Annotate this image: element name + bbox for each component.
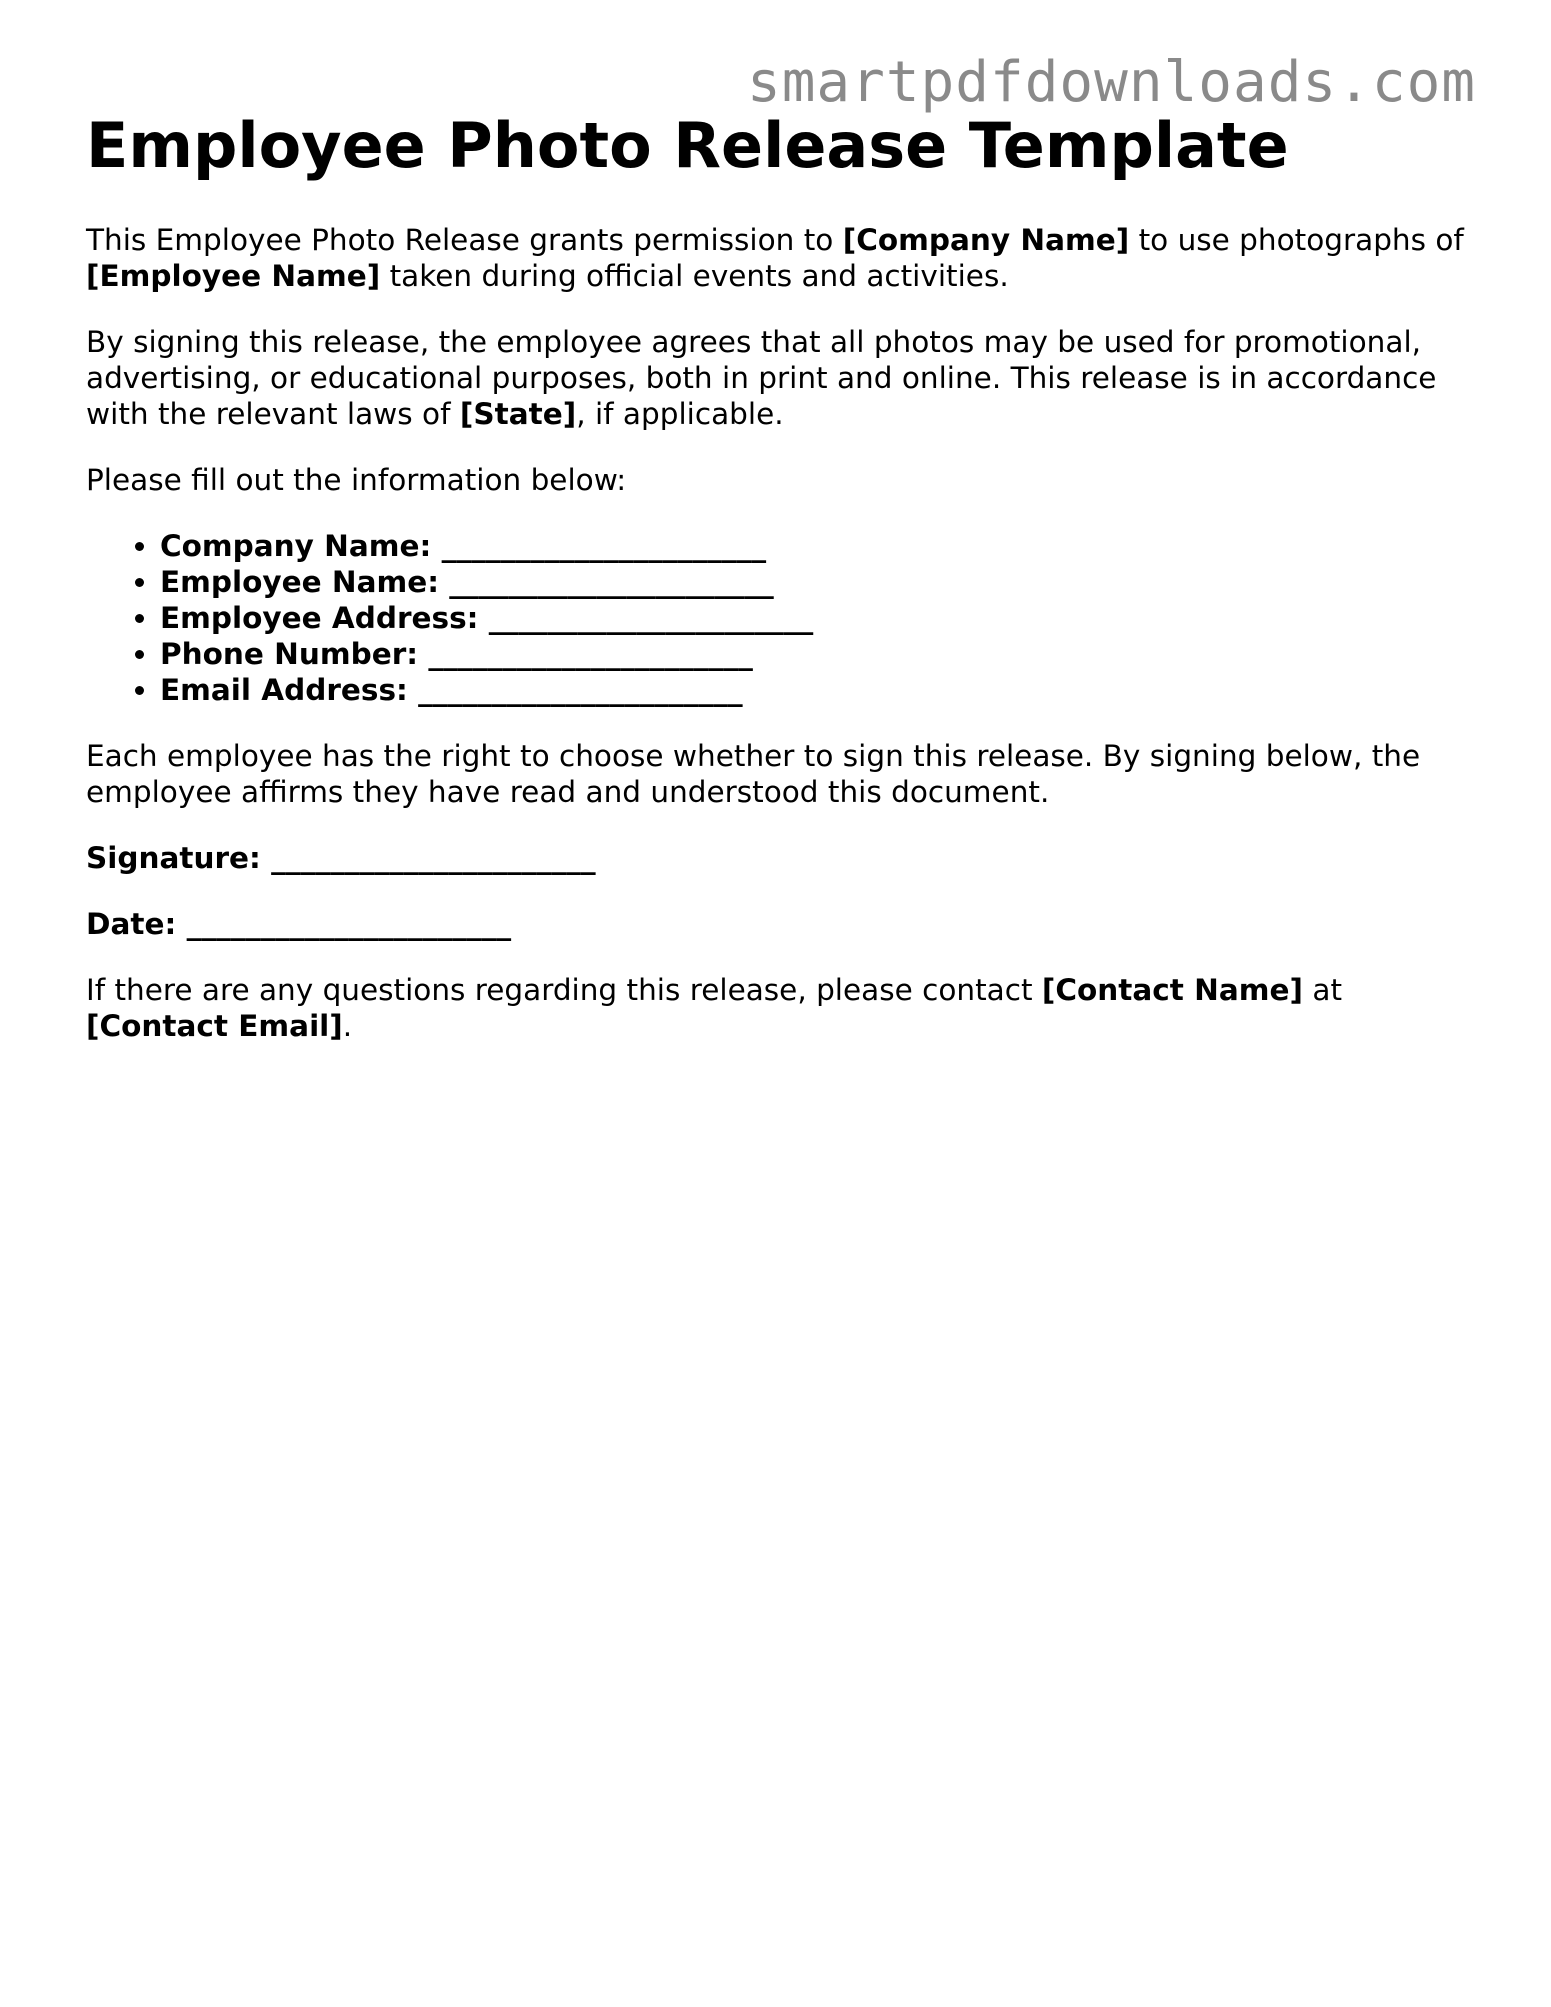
contact-text-3: . (342, 1009, 353, 1043)
document-body (86, 108, 1476, 1044)
intro-text-2: to use photographs of (1129, 223, 1464, 257)
field-employee-name: • Employee Name: ______________________ (160, 564, 1476, 600)
contact-paragraph (86, 972, 1476, 1044)
contact-name-placeholder: [Contact Name] (1041, 973, 1303, 1007)
field-company-name: • Company Name: ______________________ (160, 528, 1476, 564)
intro-text-1: This Employee Photo Release grants permission to (86, 223, 843, 257)
field-email-address: • Email Address: ______________________ (160, 672, 1476, 708)
agreement-paragraph (86, 324, 1476, 432)
contact-text-2: at (1302, 973, 1343, 1007)
employee-placeholder: [Employee Name] (86, 259, 381, 293)
rights-paragraph: Each employee has the right to choose whether to sign this release. By signing below, the employee affirms they have read and understood this document. (86, 739, 1421, 809)
company-placeholder: [Company Name] (842, 223, 1130, 257)
intro-text-3: taken during official events and activities. (380, 259, 1009, 293)
intro-paragraph (86, 222, 1476, 294)
state-placeholder: [State] (459, 397, 577, 431)
field-employee-address: • Employee Address: ______________________ (160, 600, 1476, 636)
instructions-paragraph: Please fill out the information below: (86, 463, 627, 497)
agreement-text-1: By signing this release, the employee agrees that all photos may be used for promotional, advertising, or educational purposes, both in print and online. This release is in accordance with the relevant laws of (86, 325, 1437, 431)
date-line: Date: ______________________ (86, 907, 512, 941)
signature-line: Signature: ______________________ (86, 841, 596, 875)
agreement-text-2: , if applicable. (576, 397, 784, 431)
contact-text-1: If there are any questions regarding this release, please contact (86, 973, 1042, 1007)
page-title: Employee Photo Release Template (86, 109, 1289, 182)
watermark: smartpdfdownloads.com (746, 50, 1476, 115)
contact-email-placeholder: [Contact Email] (86, 1009, 343, 1043)
field-phone-number: • Phone Number: ______________________ (160, 636, 1476, 672)
info-field-list (86, 528, 1476, 708)
